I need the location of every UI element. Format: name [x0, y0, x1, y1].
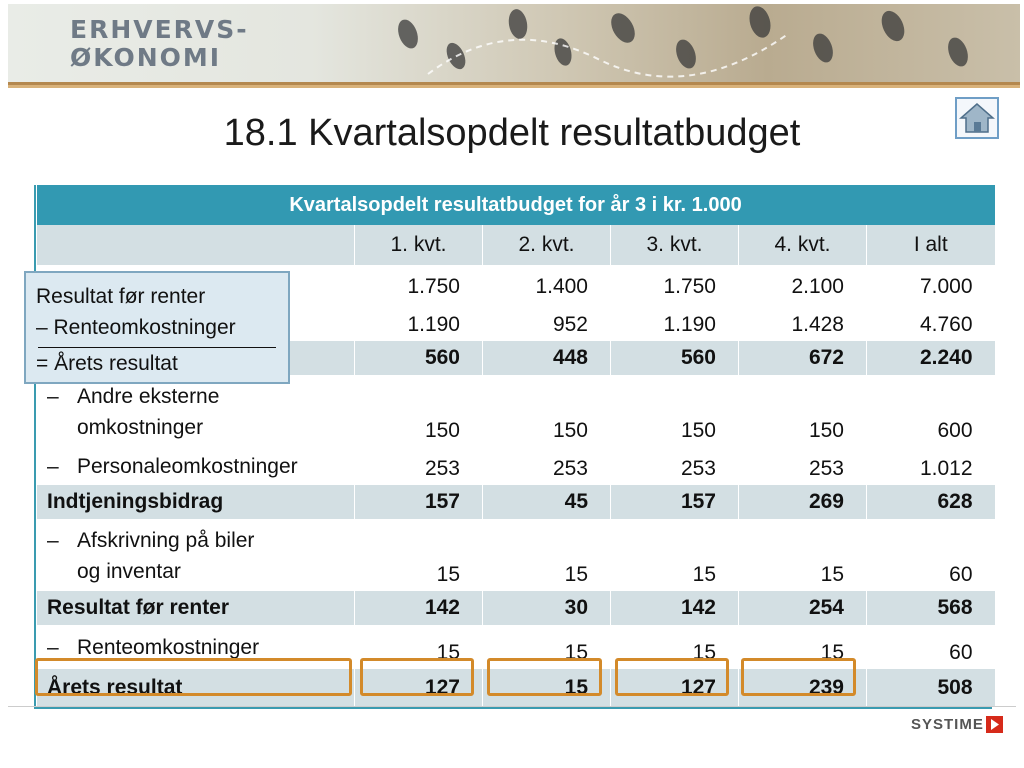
- cell-value: 15: [483, 519, 611, 591]
- cell-value: 568: [867, 591, 995, 625]
- cell-value: 1.190: [611, 303, 739, 341]
- table-row-highlight: [37, 591, 995, 625]
- highlight-box-q3: [615, 658, 729, 696]
- cell-value: 253: [739, 447, 867, 485]
- budget-table: [36, 185, 995, 707]
- table-row: [37, 519, 995, 591]
- cell-value: 253: [483, 447, 611, 485]
- row-label-line-2: omkostninger: [77, 416, 204, 439]
- cell-value: 2.100: [739, 265, 867, 303]
- table-caption: Kvartalsopdelt resultatbudget for år 3 i kr. 1.000: [37, 185, 995, 225]
- cell-value: 1.012: [867, 447, 995, 485]
- table-header-row: [37, 225, 995, 265]
- row-label-line-1: Afskrivning på biler: [77, 529, 255, 552]
- footer-divider: [8, 706, 1016, 707]
- cell-value: 30: [483, 591, 611, 625]
- highlight-box-q1: [360, 658, 474, 696]
- logo-line-2: ØKONOMI: [70, 43, 222, 72]
- highlight-box-q4: [741, 658, 856, 696]
- row-label: [37, 519, 355, 591]
- row-label-text: – Renteomkostninger: [47, 632, 332, 663]
- callout-box: [24, 271, 290, 384]
- cell-value: 127: [611, 669, 739, 707]
- callout-line-1: Resultat før renter: [36, 285, 206, 308]
- callout-line-3: = Årets resultat: [36, 352, 178, 375]
- cell-value: 1.428: [739, 303, 867, 341]
- cell-value: 15: [611, 625, 739, 669]
- table-row: [37, 375, 995, 447]
- row-label-text: – Personaleomkostninger: [47, 451, 332, 482]
- cell-value: 150: [611, 375, 739, 447]
- cell-value: 253: [611, 447, 739, 485]
- row-label: Resultat før renter: [37, 591, 355, 625]
- cell-value: 157: [611, 485, 739, 519]
- column-header: 1. kvt.: [355, 225, 483, 265]
- cell-value: 448: [483, 341, 611, 375]
- cell-value: 150: [483, 375, 611, 447]
- logo: [70, 16, 249, 72]
- cell-value: 150: [739, 375, 867, 447]
- cell-value: 4.760: [867, 303, 995, 341]
- header-banner: [8, 4, 1020, 85]
- column-header: I alt: [867, 225, 995, 265]
- cell-value: 2.240: [867, 341, 995, 375]
- cell-value: 952: [483, 303, 611, 341]
- cell-value: 142: [611, 591, 739, 625]
- cell-value: 15: [611, 519, 739, 591]
- highlight-box-label: [35, 658, 352, 696]
- cell-value: 60: [867, 625, 995, 669]
- cell-value: 269: [739, 485, 867, 519]
- cell-value: 127: [355, 669, 483, 707]
- cell-value: 1.400: [483, 265, 611, 303]
- cell-value: 254: [739, 591, 867, 625]
- cell-value: 560: [355, 341, 483, 375]
- row-label-line-1: Andre eksterne: [77, 385, 220, 408]
- column-header: 4. kvt.: [739, 225, 867, 265]
- highlight-box-q2: [487, 658, 602, 696]
- row-label: Indtjeningsbidrag: [37, 485, 355, 519]
- cell-value: 45: [483, 485, 611, 519]
- cell-value: 157: [355, 485, 483, 519]
- cell-value: 15: [355, 625, 483, 669]
- cell-value: 142: [355, 591, 483, 625]
- cell-value: 628: [867, 485, 995, 519]
- column-header: [37, 225, 355, 265]
- arrow-right-icon: [986, 716, 1003, 733]
- logo-line-1: ERHVERVS-: [70, 15, 249, 44]
- table-row-highlight: [37, 485, 995, 519]
- cell-value: 560: [611, 341, 739, 375]
- cell-value: 1.750: [355, 265, 483, 303]
- cell-value: 15: [483, 669, 611, 707]
- cell-value: 7.000: [867, 265, 995, 303]
- page-title: 18.1 Kvartalsopdelt resultatbudget: [223, 112, 801, 154]
- systime-logo: SYSTIME: [911, 716, 984, 733]
- cell-value: 60: [867, 519, 995, 591]
- table-row: [37, 447, 995, 485]
- row-label: [37, 447, 355, 485]
- row-label: [37, 375, 355, 447]
- cell-value: 508: [867, 669, 995, 707]
- cell-value: 1.750: [611, 265, 739, 303]
- cell-value: 1.190: [355, 303, 483, 341]
- column-header: 3. kvt.: [611, 225, 739, 265]
- banner-decoration: [368, 4, 1020, 82]
- cell-value: 150: [355, 375, 483, 447]
- next-arrow-icon[interactable]: [986, 716, 1003, 733]
- callout-line-2: – Renteomkostninger: [36, 316, 236, 339]
- cell-value: 672: [739, 341, 867, 375]
- row-label-line-2: og inventar: [77, 560, 181, 583]
- row-label: Årets resultat: [37, 669, 355, 707]
- cell-value: 15: [483, 625, 611, 669]
- cell-value: 15: [739, 625, 867, 669]
- column-header: 2. kvt.: [483, 225, 611, 265]
- cell-value: 15: [739, 519, 867, 591]
- cell-value: 600: [867, 375, 995, 447]
- cell-value: 15: [355, 519, 483, 591]
- budget-table-wrapper: [34, 185, 992, 709]
- cell-value: 239: [739, 669, 867, 707]
- cell-value: 253: [355, 447, 483, 485]
